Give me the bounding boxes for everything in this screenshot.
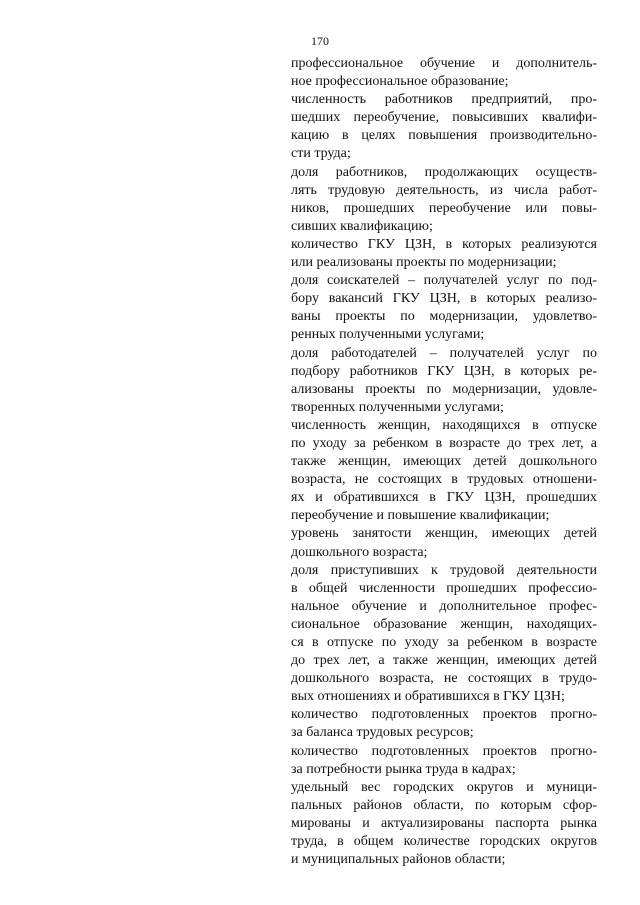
text-line: сивших квалификацию; [291,218,433,234]
text-line: ях и обратившихся в ГКУ ЦЗН, прошедших [291,490,597,506]
text-line: в общей численности прошедших профессио- [291,580,597,596]
text-line: возраста, не состоящих в трудовых отношени- [291,472,597,488]
text-line: доля приступивших к трудовой деятельности [291,562,597,578]
text-line: мированы и актуализированы паспорта рынка [291,815,597,831]
text-line: количество подготовленных проектов прогно- [291,707,597,723]
text-line: по уходу за ребенком в возрасте до трех лет, а [291,435,597,451]
text-line: переобучение и повышение квалификации; [291,508,550,524]
text-line: профессиональное обучение и дополнитель- [291,56,597,71]
text-line: и муниципальных районов области; [291,852,506,868]
text-line: количество ГКУ ЦЗН, в которых реализуются [291,236,597,252]
text-line: ся в отпуске по уходу за ребенком в возрасте [291,635,597,650]
text-line: ваны проекты по модернизации, удовлетво- [291,309,597,325]
text-line: шедших переобучение, повысивших квалифи- [291,110,597,126]
text-line: доля работников, продолжающих осуществ- [291,164,597,180]
text-line: или реализованы проекты по модернизации; [291,255,557,271]
text-line: ное профессиональное образование; [291,74,509,90]
text-line: за потребности рынка труда в кадрах; [291,761,516,777]
text-line: труда, в общем количестве городских округов [291,834,597,850]
text-line: ренных полученными услугами; [291,327,485,343]
document-text [291,55,597,869]
text-line: удельный вес городских округов и муници- [291,779,597,795]
text-line: сиональное образование женщин, находящих- [291,616,597,632]
text-line: вых отношениях и обратившихся в ГКУ ЦЗН; [291,689,565,705]
text-line: уровень занятости женщин, имеющих детей [291,526,597,542]
text-line: бору вакансий ГКУ ЦЗН, в которых реализо- [291,291,597,307]
text-line: доля работодателей – получателей услуг по [291,345,597,361]
text-line: лять трудовую деятельность, из числа работ- [291,182,597,198]
text-line: ализованы проекты по модернизации, удовле- [291,381,597,397]
text-line: за баланса трудовых ресурсов; [291,725,474,741]
text-line: пальных районов области, по которым сфор- [291,797,597,813]
text-line: подбору работников ГКУ ЦЗН, в которых ре- [291,363,597,379]
text-line: творенных полученными услугами; [291,399,504,415]
text-line: дошкольного возраста, не состоящих в трудо- [291,671,597,687]
text-line: нальное обучение и дополнительное профес- [291,598,597,614]
page-number: 170 [311,34,329,48]
text-line: сти труда; [291,146,351,162]
text-line: численность работников предприятий, про- [291,92,597,108]
text-line: также женщин, имеющих детей дошкольного [291,454,597,470]
text-line: количество подготовленных проектов прогно- [291,743,597,759]
text-line: численность женщин, находящихся в отпуске [291,417,597,433]
text-line: до трех лет, а также женщин, имеющих детей [291,653,597,669]
text-line: доля соискателей – получателей услуг по под- [291,273,597,289]
text-line: дошкольного возраста; [291,544,428,560]
text-line: ников, прошедших переобучение или повы- [291,200,597,216]
text-line: кацию в целях повышения производительно- [291,128,597,144]
